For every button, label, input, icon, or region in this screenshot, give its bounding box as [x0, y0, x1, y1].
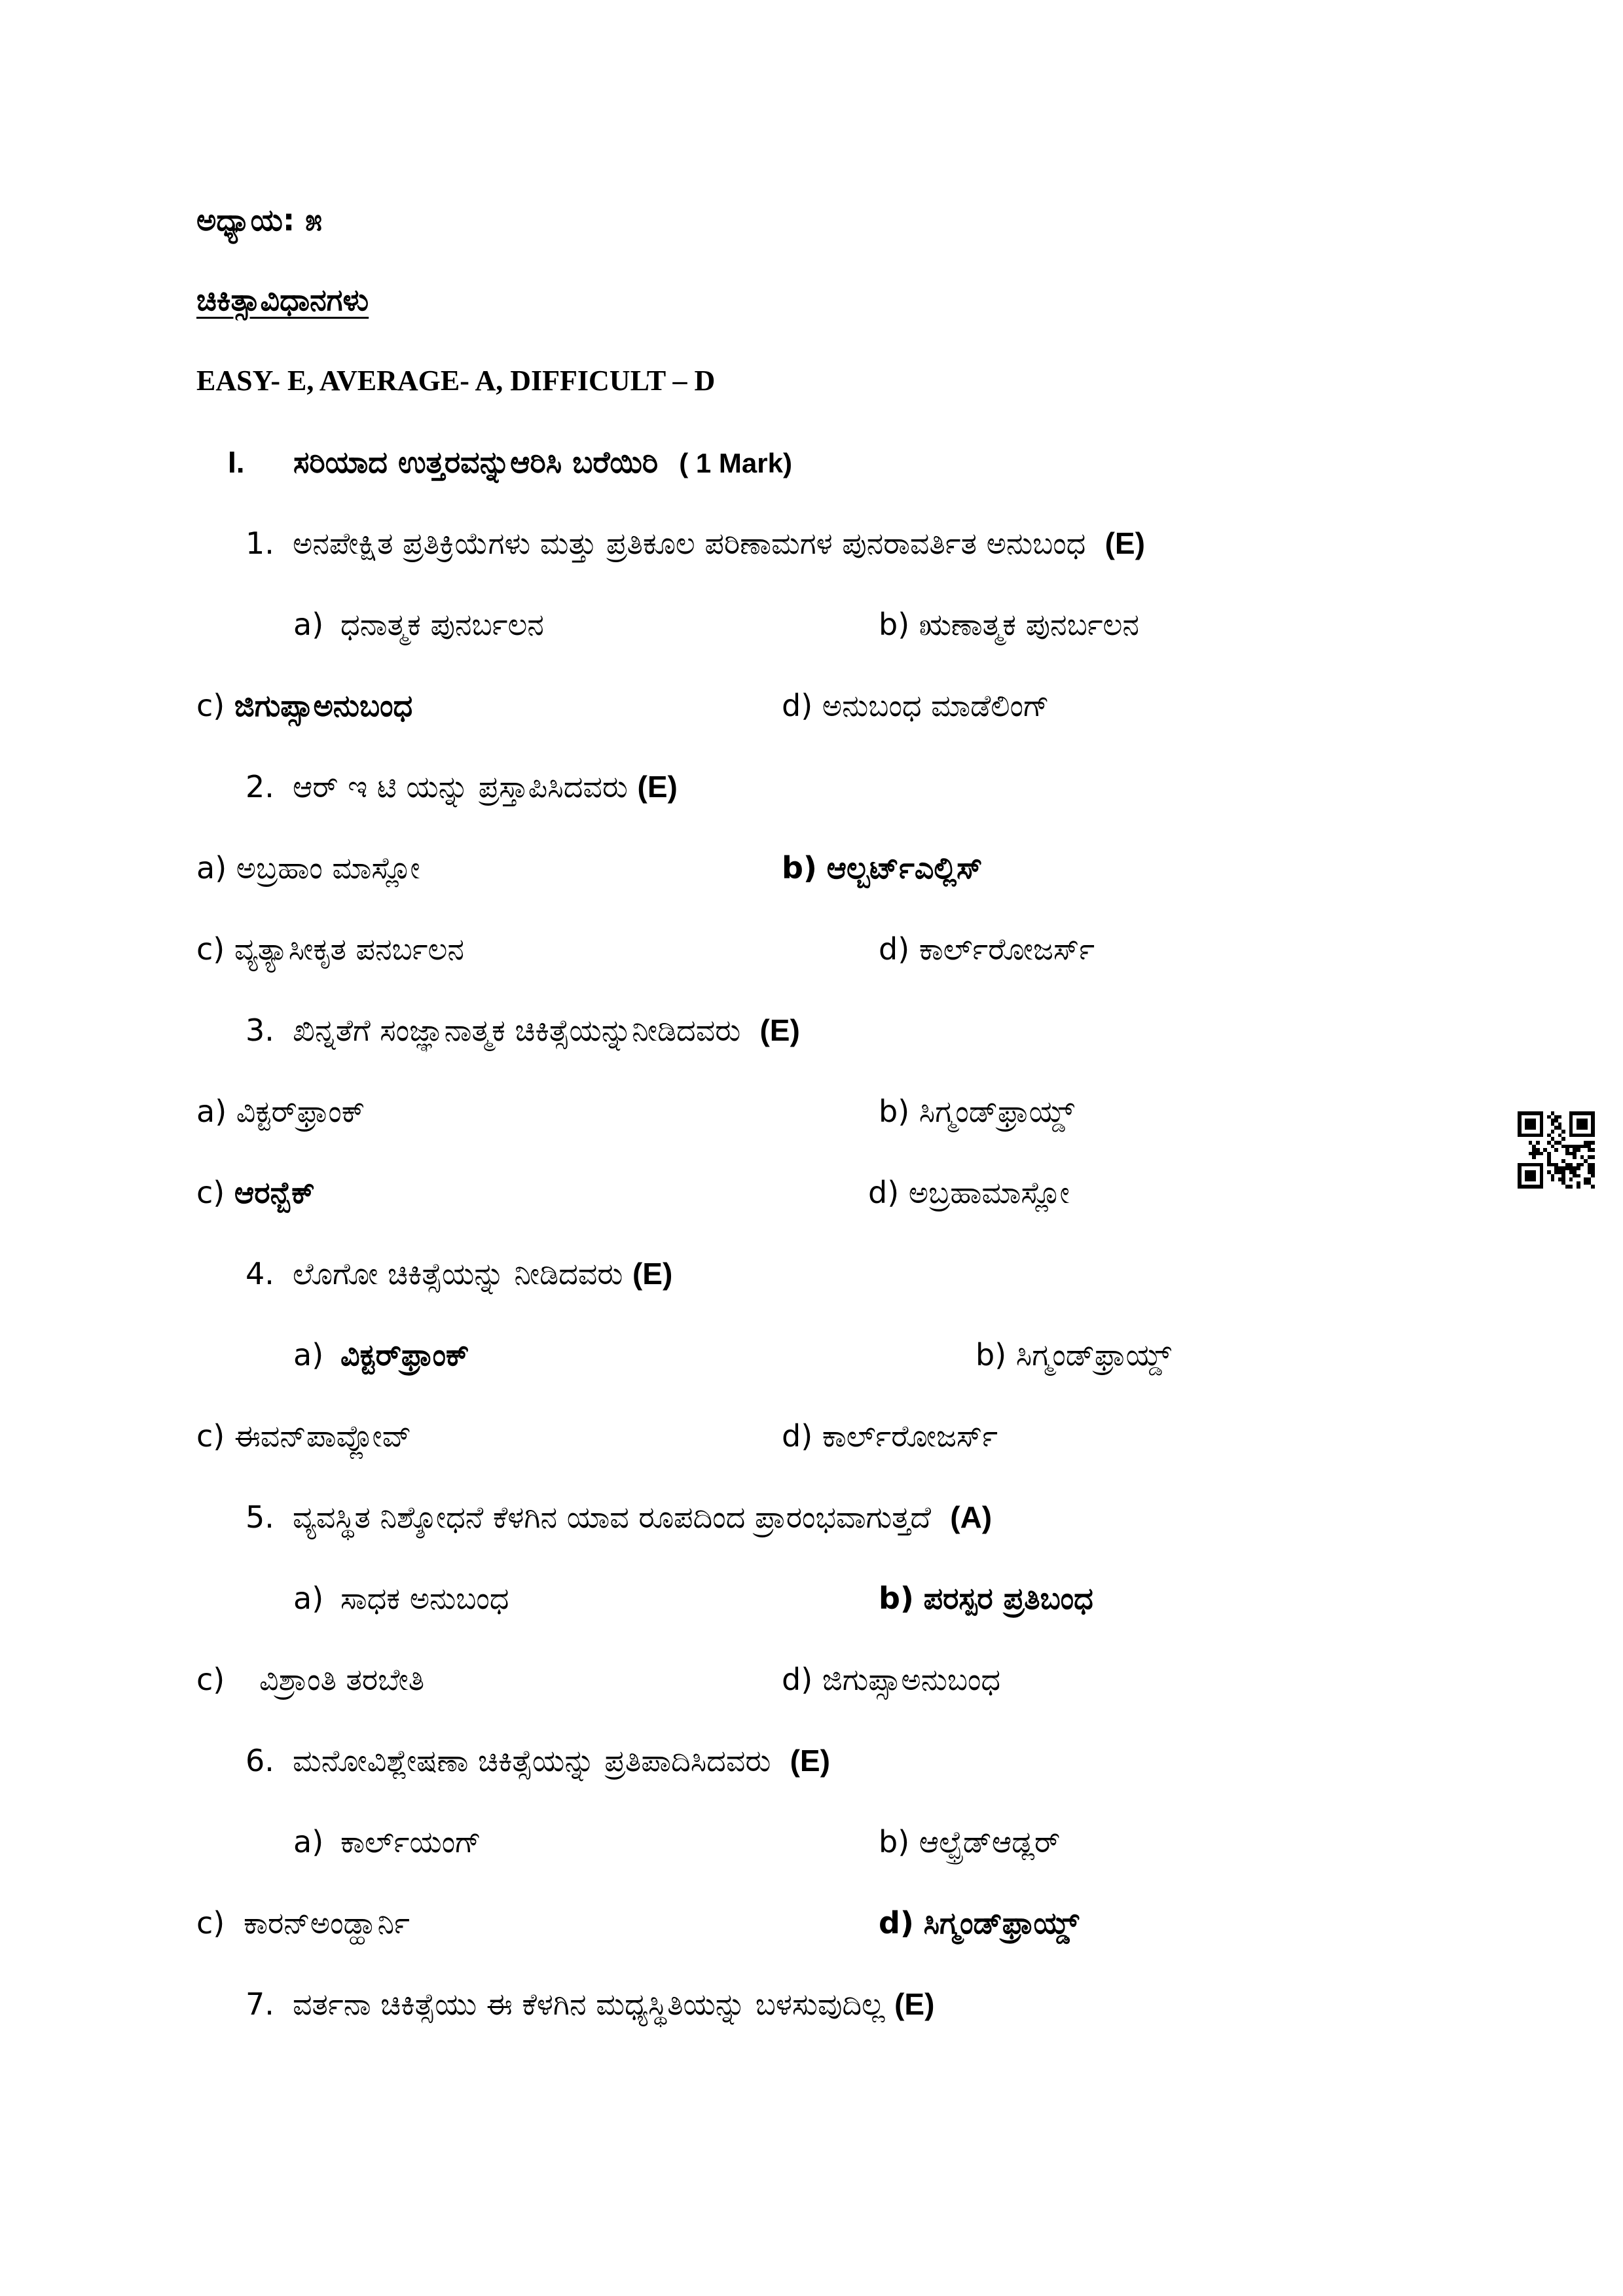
option-text: ಈವನ್‌ಪಾವ್ಲೋವ್	[234, 1418, 412, 1454]
section-heading-text: ಸರಿಯಾದ ಉತ್ತರವನ್ನುಆರಿಸಿ ಬರೆಯಿರಿ	[293, 444, 659, 480]
option-d	[782, 1660, 1000, 1699]
option-c-answer	[196, 1173, 315, 1212]
option-b	[879, 1822, 1060, 1861]
option-label: d)	[879, 931, 910, 967]
option-label: b)	[879, 1094, 910, 1129]
option-label: c)	[196, 1175, 225, 1210]
option-text: ಕಾರ್ಲ್‌ರೋಜರ್ಸ್	[822, 1418, 998, 1454]
option-text: ಧನಾತ್ಮಕ ಪುನರ್ಬಲನ	[340, 607, 544, 642]
option-a-answer	[293, 1335, 469, 1374]
option-label: d)	[879, 1905, 914, 1941]
question-text: ಲೊಗೋ ಚಿಕಿತ್ಸೆಯನ್ನು ನೀಡಿದವರು	[293, 1256, 623, 1291]
option-label: a)	[196, 1094, 227, 1129]
option-c	[196, 1903, 410, 1943]
option-text: ಸಿಗ್ಮಂಡ್‌ಫ್ರಾಯ್ಡ್	[919, 1094, 1075, 1129]
chapter-label: ಅಧ್ಯಾಯ: ೫	[196, 202, 323, 238]
question-number: 7.	[246, 1986, 274, 2022]
difficulty-tag: (E)	[637, 770, 678, 804]
option-d-answer	[879, 1903, 1079, 1943]
option-label: a)	[293, 1824, 324, 1859]
question-text: ಅನಪೇಕ್ಷಿತ ಪ್ರತಿಕ್ರಿಯೆಗಳು ಮತ್ತು ಪ್ರತಿಕೂಲ ಪರಿಣಾಮಗಳ ಪುನರಾವರ್ತಿತ ಅನುಬಂಧ	[293, 526, 1086, 561]
option-a	[293, 1579, 509, 1618]
option-text: ಋಣಾತ್ಮಕ ಪುನರ್ಬಲನ	[919, 607, 1139, 642]
option-text: ಆಲ್ಫ್ರೆಡ್‌ಆಡ್ಲರ್	[919, 1824, 1061, 1859]
question-number: 4.	[246, 1256, 274, 1291]
option-c-answer	[196, 686, 412, 725]
question-text: ವರ್ತನಾ ಚಿಕಿತ್ಸೆಯು ಈ ಕೆಳಗಿನ ಮಧ್ಯಸ್ಥಿತಿಯನ್ನು ಬಳಸುವುದಿಲ್ಲ	[293, 1986, 885, 2022]
option-d	[782, 686, 1049, 725]
option-text: ಜಿಗುಪ್ಸಾಅನುಬಂಧ	[822, 1662, 1001, 1697]
option-label: a)	[293, 1337, 324, 1372]
option-label: c)	[196, 688, 225, 723]
option-label: c)	[196, 1418, 225, 1454]
option-label: a)	[196, 850, 227, 886]
question-7	[246, 1984, 934, 2024]
option-label: a)	[293, 607, 324, 642]
option-b	[976, 1335, 1171, 1374]
option-d	[868, 1173, 1070, 1212]
question-text: ಖಿನ್ನತೆಗೆ ಸಂಜ್ಞಾನಾತ್ಮಕ ಚಿಕಿತ್ಸೆಯನ್ನುನೀಡಿದವರು	[293, 1013, 741, 1048]
option-text: ವ್ಯತ್ಯಾಸೀಕೃತ ಪನರ್ಬಲನ	[234, 931, 464, 967]
question-number: 6.	[246, 1743, 274, 1778]
question-3	[246, 1011, 800, 1050]
option-text: ಸಿಗ್ಮಂಡ್‌ಫ್ರಾಯ್ಡ್	[1015, 1337, 1172, 1372]
option-label: b)	[782, 850, 817, 886]
option-d	[782, 1416, 998, 1456]
question-5	[246, 1498, 992, 1537]
option-text: ಅಬ್ರಹಾಮಾಸ್ಲೋ	[908, 1175, 1070, 1210]
option-text: ಆರನ್ಬೆಕ್	[234, 1175, 315, 1210]
question-text: ವ್ಯವಸ್ಥಿತ ನಿಶ್ಶೋಧನೆ ಕೆಳಗಿನ ಯಾವ ರೂಪದಿಂದ ಪ್ರಾರಂಭವಾಗುತ್ತದೆ	[293, 1499, 931, 1535]
option-text: ಸಿಗ್ಮಂಡ್‌ಫ್ರಾಯ್ಡ್	[923, 1905, 1079, 1941]
option-label: d)	[868, 1175, 900, 1210]
option-text: ವಿಕ್ಟರ್‌ಫ್ರಾಂಕ್	[236, 1094, 365, 1129]
option-text: ಕಾರ್ಲ್‌ರೋಜರ್ಸ್	[919, 931, 1095, 967]
option-b-answer	[879, 1579, 1093, 1618]
option-text: ಅಬ್ರಹಾಂ ಮಾಸ್ಲೋ	[236, 850, 420, 886]
question-number: 2.	[246, 769, 274, 804]
option-text: ಕಾರ್ಲ್‌ಯಂಗ್	[340, 1824, 481, 1859]
option-label: a)	[293, 1581, 324, 1616]
difficulty-tag: (E)	[894, 1987, 935, 2021]
section-heading	[228, 442, 792, 483]
chapter-title: ಚಿಕಿತ್ಸಾವಿಧಾನಗಳು	[196, 282, 369, 317]
option-a	[293, 1822, 481, 1861]
option-text: ಜಿಗುಪ್ಸಾಅನುಬಂಧ	[234, 688, 413, 723]
question-text: ಮನೋವಿಶ್ಲೇಷಣಾ ಚಿಕಿತ್ಸೆಯನ್ನು ಪ್ರತಿಪಾದಿಸಿದವರು	[293, 1743, 771, 1778]
option-label: b)	[879, 607, 910, 642]
difficulty-tag: (E)	[759, 1013, 800, 1047]
option-text: ಅನುಬಂಧ ಮಾಡೆಲಿಂಗ್	[822, 688, 1049, 723]
question-1	[246, 524, 1145, 563]
question-4	[246, 1254, 672, 1293]
option-c	[196, 929, 464, 969]
difficulty-tag: (E)	[790, 1744, 830, 1778]
option-a	[293, 605, 544, 644]
option-text: ಕಾರನ್‌ಅಂಡ್ಹಾರ್ನಿ	[244, 1905, 410, 1941]
option-label: c)	[196, 931, 225, 967]
option-b-answer	[782, 848, 983, 888]
section-numeral: I.	[228, 445, 245, 479]
option-text: ಸಾಧಕ ಅನುಬಂಧ	[340, 1581, 509, 1616]
option-label: d)	[782, 688, 813, 723]
question-number: 1.	[246, 526, 274, 561]
section-marks: ( 1 Mark)	[679, 448, 792, 478]
option-label: b)	[976, 1337, 1007, 1372]
option-text: ವಿಕ್ಟರ್‌ಫ್ರಾಂಕ್	[340, 1337, 469, 1372]
option-a	[196, 848, 420, 888]
question-2	[246, 767, 678, 806]
option-label: b)	[879, 1581, 914, 1616]
question-6	[246, 1741, 830, 1780]
option-label: d)	[782, 1418, 813, 1454]
option-b	[879, 1092, 1074, 1131]
option-c	[196, 1660, 424, 1699]
option-a	[196, 1092, 365, 1131]
option-label: c)	[196, 1905, 225, 1941]
option-label: b)	[879, 1824, 910, 1859]
option-c	[196, 1416, 411, 1456]
option-label: c)	[196, 1662, 225, 1697]
option-text: ಪರಸ್ಪರ ಪ್ರತಿಬಂಧ	[923, 1581, 1093, 1616]
option-d	[879, 929, 1095, 969]
difficulty-legend: EASY- E, AVERAGE- A, DIFFICULT – D	[196, 365, 716, 397]
qr-code-icon	[1518, 1111, 1595, 1189]
option-text: ಆಲ್ಬರ್ಟ್ಎಲ್ಲಿಸ್	[826, 850, 983, 886]
difficulty-tag: (E)	[632, 1257, 673, 1291]
question-number: 5.	[246, 1499, 274, 1535]
question-number: 3.	[246, 1013, 274, 1048]
option-label: d)	[782, 1662, 813, 1697]
option-b	[879, 605, 1139, 644]
question-text: ಆರ್ ಇ ಟಿ ಯನ್ನು ಪ್ರಸ್ತಾಪಿಸಿದವರು	[293, 769, 628, 804]
difficulty-tag: (A)	[950, 1500, 993, 1534]
difficulty-tag: (E)	[1104, 526, 1145, 560]
option-text: ವಿಶ್ರಾಂತಿ ತರಬೇತಿ	[259, 1662, 425, 1697]
